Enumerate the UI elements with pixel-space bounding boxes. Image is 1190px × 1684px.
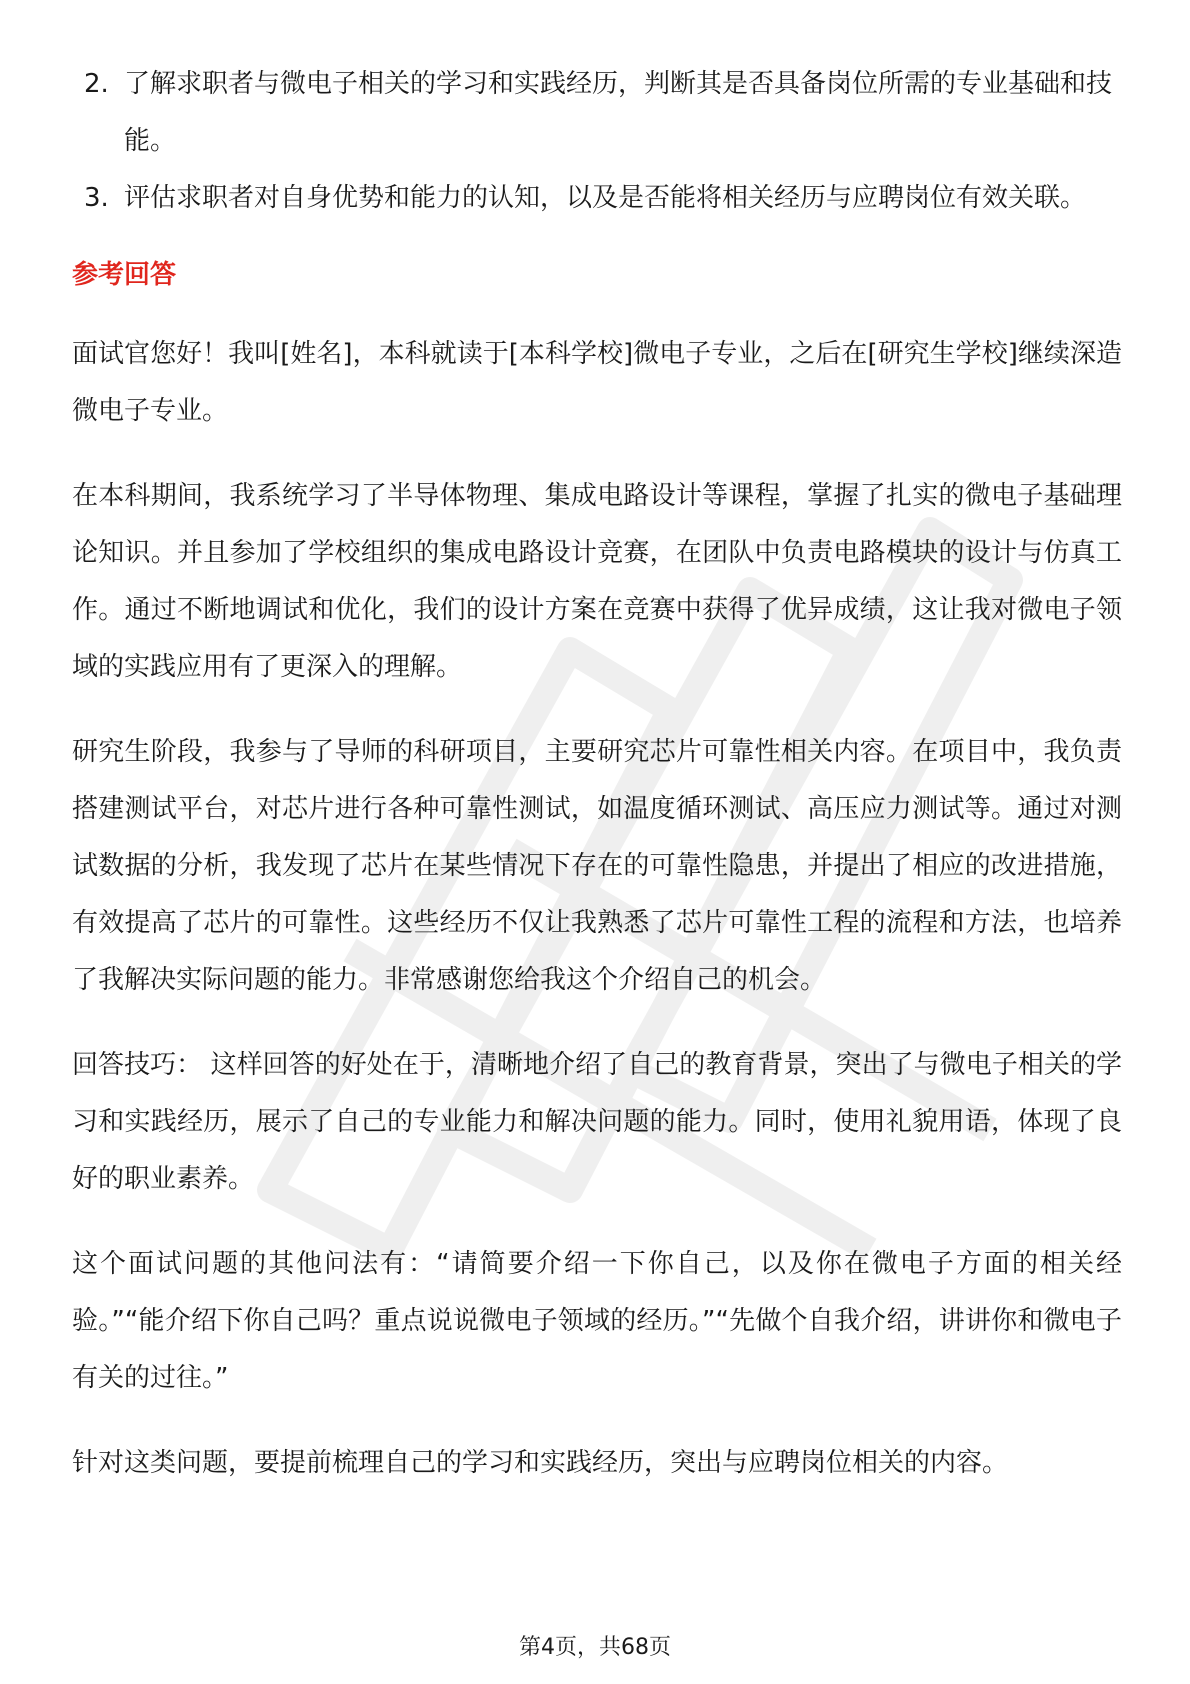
paragraph-graduate: 研究生阶段，我参与了导师的科研项目，主要研究芯片可靠性相关内容。在项目中，我负责搭建测试平台，对芯片进行各种可靠性测试，如温度循环测试、高压应力测试等。通过对测试数据的分析，我发现了芯片在某些情况下存在的可靠性隐患，并提出了相应的改进措施，有效提高了芯片的可靠性。这些经历不仅让我熟悉了芯片可靠性工程的流程和方法，也培养了我解决实际问题的能力。非常感谢您给我这个介绍自己的机会。: [72, 737, 1122, 995]
list-item-2: [72, 56, 1122, 170]
paragraph-intro: 面试官您好！我叫[姓名]，本科就读于[本科学校]微电子专业，之后在[研究生学校]继续深造微电子专业。: [72, 339, 1122, 426]
list-text: 评估求职者对自身优势和能力的认知，以及是否能将相关经历与应聘岗位有效关联。: [124, 183, 1087, 213]
page-number-footer: 第4页，共68页: [519, 1635, 671, 1660]
list-text: 了解求职者与微电子相关的学习和实践经历，判断其是否具备岗位所需的专业基础和技能。: [124, 69, 1113, 156]
list-number: 3.: [84, 183, 109, 213]
list-item-3: [72, 170, 1122, 227]
paragraph-advice: 针对这类问题，要提前梳理自己的学习和实践经历，突出与应聘岗位相关的内容。: [72, 1448, 1009, 1478]
paragraph-answer-tips: 回答技巧： 这样回答的好处在于，清晰地介绍了自己的教育背景，突出了与微电子相关的学习和实践经历，展示了自己的专业能力和解决问题的能力。同时，使用礼貌用语，体现了良好的职业素养。: [72, 1050, 1122, 1194]
list-number: 2.: [84, 69, 109, 99]
paragraph-undergraduate: 在本科期间，我系统学习了半导体物理、集成电路设计等课程，掌握了扎实的微电子基础理论知识。并且参加了学校组织的集成电路设计竞赛，在团队中负责电路模块的设计与仿真工作。通过不断地调试和优化，我们的设计方案在竞赛中获得了优异成绩，这让我对微电子领域的实践应用有了更深入的理解。: [72, 481, 1122, 682]
document-content: [72, 56, 1122, 1520]
paragraph-alternate-questions: 这个面试问题的其他问法有：“请简要介绍一下你自己，以及你在微电子方面的相关经验。”“能介绍下你自己吗？重点说说微电子领域的经历。”“先做个自我介绍，讲讲你和微电子有关的过往。”: [72, 1249, 1122, 1393]
section-title-reference-answer: 参考回答: [72, 260, 177, 290]
